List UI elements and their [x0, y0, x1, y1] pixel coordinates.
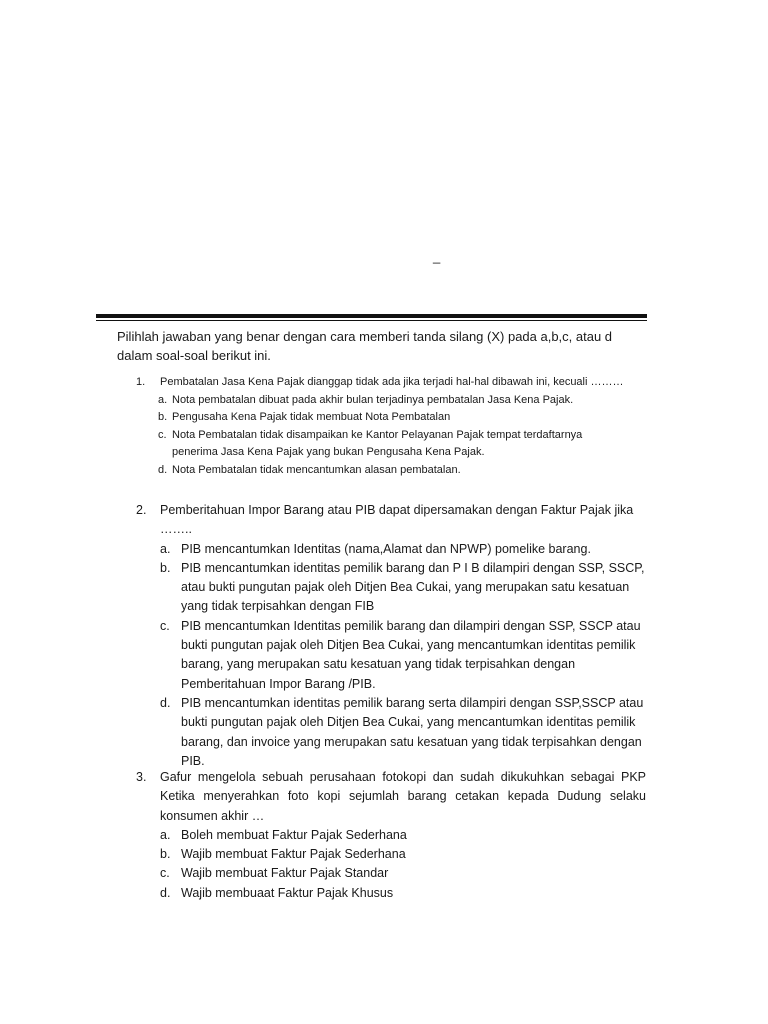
option-d[interactable]: [160, 694, 646, 771]
option-a[interactable]: [160, 826, 646, 845]
question-number: 3.: [136, 770, 147, 784]
option-text: Pengusaha Kena Pajak tidak membuat Nota Pembatalan: [172, 411, 451, 423]
option-b[interactable]: [160, 845, 646, 864]
question-number: 1.: [136, 376, 146, 388]
question-2: [136, 501, 646, 771]
option-text: Wajib membuat Faktur Pajak Sederhana: [181, 847, 406, 862]
option-text: PIB mencantumkan identitas pemilik barang dan P I B dilampiri dengan SSP, SSCP, atau bukti pungutan pajak oleh Ditjen Bea Cukai, yang merupakan satu kesatuan yang tidak terpisahkan dengan FIB: [181, 560, 645, 614]
option-label: a.: [158, 393, 168, 406]
option-d[interactable]: [160, 884, 646, 903]
question-1: [136, 374, 646, 479]
option-text: Nota Pembatalan tidak disampaikan ke Kantor Pelayanan Pajak tempat terdaftarnya: [172, 428, 583, 441]
option-text: PIB mencantumkan identitas pemilik barang serta dilampiri dengan SSP,SSCP atau bukti pungutan pajak oleh Ditjen Bea Cukai, yang mencantumkan identitas pemilik barang, dan invoice yang merupakan satu kesatuan yang tidak terpisahkan dengan PIB.: [181, 695, 644, 768]
option-text: Nota Pembatalan tidak mencantumkan alasan pembatalan.: [172, 463, 461, 476]
option-label: c.: [158, 428, 167, 441]
option-b[interactable]: [158, 409, 646, 427]
option-label: b.: [160, 560, 171, 575]
question-text: Pembatalan Jasa Kena Pajak dianggap tidak ada jika terjadi hal-hal dibawah ini, kecuali ………: [160, 376, 624, 388]
option-label: a.: [160, 541, 171, 556]
option-label: d.: [160, 695, 171, 710]
option-text: PIB mencantumkan Identitas (nama,Alamat dan NPWP) pomelike barang.: [181, 541, 591, 556]
header-dash: _: [433, 249, 441, 264]
instructions: Pilihlah jawaban yang benar dengan cara memberi tanda silang (X) pada a,b,c, atau d dalam soal-soal berikut ini.: [117, 329, 613, 363]
option-label: b.: [158, 411, 168, 423]
option-text: Wajib membuat Faktur Pajak Standar: [181, 866, 389, 881]
option-label: c.: [160, 618, 170, 633]
option-text: Nota pembatalan dibuat pada akhir bulan terjadinya pembatalan Jasa Kena Pajak.: [172, 393, 574, 406]
option-a[interactable]: [158, 392, 646, 410]
divider-thick: [96, 314, 647, 318]
question-text: Pemberitahuan Impor Barang atau PIB dapat dipersamakan dengan Faktur Pajak jika ……..: [160, 503, 634, 537]
option-label: a.: [160, 827, 171, 842]
option-d[interactable]: [158, 462, 646, 480]
option-label: d.: [158, 463, 168, 476]
option-text: PIB mencantumkan Identitas pemilik barang dan dilampiri dengan SSP, SSCP atau bukti pungutan pajak oleh Ditjen Bea Cukai, yang mencantumkan identitas pemilik barang, yang merupakan satu kesatuan yang tidak terpisahkan dengan Pemberitahuan Impor Barang /PIB.: [181, 618, 641, 691]
option-c[interactable]: [160, 864, 646, 883]
question-number: 2.: [136, 503, 147, 517]
option-label: b.: [160, 847, 171, 862]
option-c[interactable]: [158, 427, 646, 445]
option-label: c.: [160, 866, 170, 881]
option-c[interactable]: [160, 617, 646, 694]
option-label: d.: [160, 885, 171, 900]
question-text: Gafur mengelola sebuah perusahaan fotokopi dan sudah dikukuhkan sebagai PKP Ketika menyerahkan foto kopi sejumlah barang cetakan kepada Dudung selaku konsumen akhir …: [160, 770, 646, 823]
option-c-continuation: penerima Jasa Kena Pajak yang bukan Pengusaha Kena Pajak.: [172, 446, 485, 458]
option-text: Boleh membuat Faktur Pajak Sederhana: [181, 827, 407, 842]
question-3: [136, 768, 646, 903]
option-b[interactable]: [160, 559, 646, 617]
option-text: Wajib membuaat Faktur Pajak Khusus: [181, 885, 394, 900]
option-a[interactable]: [160, 540, 646, 559]
divider-thin: [96, 320, 647, 321]
